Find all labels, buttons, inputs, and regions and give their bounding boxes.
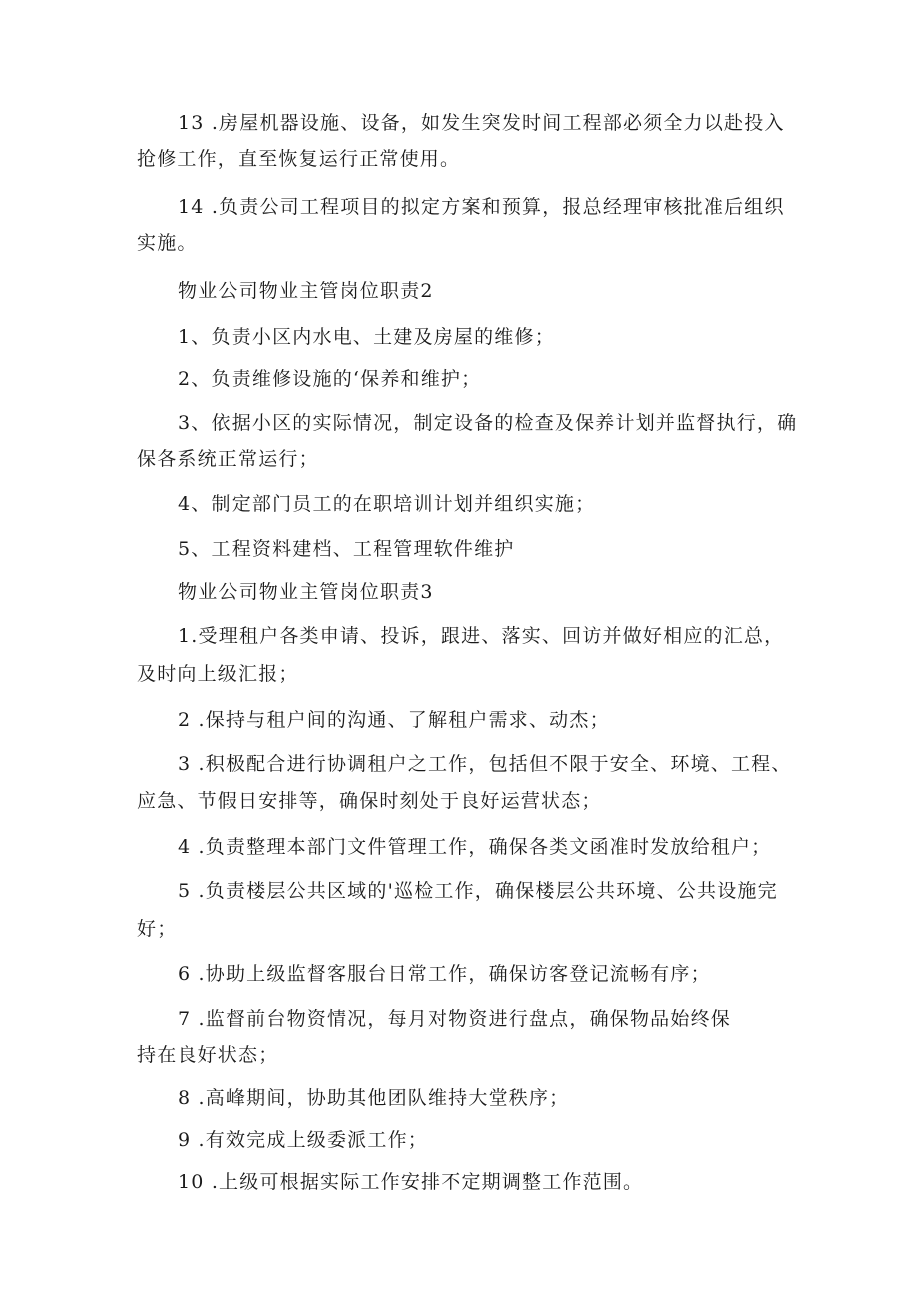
s3-item-5-line-2: 好； xyxy=(137,918,178,940)
s3-item-3-line-2: 应急、节假日安排等，确保时刻处于良好运营状态； xyxy=(137,790,602,812)
s2-item-3-line-1: 3、依据小区的实际情况，制定设备的检查及保养计划并监督执行，确 xyxy=(178,412,798,434)
s3-item-7-line-1: 7 .监督前台物资情况，每月对物资进行盘点，确保物品始终保 xyxy=(178,1008,731,1030)
s3-item-1-line-2: 及时向上级汇报； xyxy=(137,663,299,685)
section-heading-2: 物业公司物业主管岗位职责2 xyxy=(178,280,434,302)
s3-item-8: 8 .高峰期间，协助其他团队维持大堂秩序； xyxy=(178,1087,570,1109)
s3-item-1-line-1: 1.受理租户各类申请、投诉，跟进、落实、回访并做好相应的汇总， xyxy=(178,625,785,647)
s2-item-3-line-2: 保各系统正常运行； xyxy=(137,448,319,470)
item-13-line-1: 13 .房屋机器设施、设备，如发生突发时间工程部必须全力以赴投入 xyxy=(178,112,785,134)
item-13-line-2: 抢修工作，直至恢复运行正常使用。 xyxy=(137,148,461,170)
item-14-line-1: 14 .负责公司工程项目的拟定方案和预算，报总经理审核批准后组织 xyxy=(178,196,785,218)
s3-item-9: 9 .有效完成上级委派工作； xyxy=(178,1129,428,1151)
s2-item-4: 4、制定部门员工的在职培训计划并组织实施； xyxy=(178,493,596,515)
s3-item-2: 2 .保持与租户间的沟通、了解租户需求、动杰； xyxy=(178,709,610,731)
item-14-line-2: 实施。 xyxy=(137,232,198,254)
s3-item-5-line-1: 5 .负责楼层公共区域的'巡检工作，确保楼层公共环境、公共设施完 xyxy=(178,880,778,902)
s3-item-7-line-2: 持在良好状态； xyxy=(137,1044,279,1066)
s2-item-1: 1、负责小区内水电、土建及房屋的维修； xyxy=(178,326,555,348)
s2-item-2: 2、负责维修设施的‘保养和维护； xyxy=(178,368,482,390)
s3-item-3-line-1: 3 .积极配合进行协调租户之工作，包括但不限于安全、环境、工程、 xyxy=(178,753,792,775)
s2-item-5: 5、工程资料建档、工程管理软件维护 xyxy=(178,538,515,560)
s3-item-6: 6 .协助上级监督客服台日常工作，确保访客登记流畅有序； xyxy=(178,963,711,985)
s3-item-10: 10 .上级可根据实际工作安排不定期调整工作范围。 xyxy=(178,1171,644,1193)
s3-item-4: 4 .负责整理本部门文件管理工作，确保各类文函准时发放给租户； xyxy=(178,836,772,858)
section-heading-3: 物业公司物业主管岗位职责3 xyxy=(178,581,434,603)
